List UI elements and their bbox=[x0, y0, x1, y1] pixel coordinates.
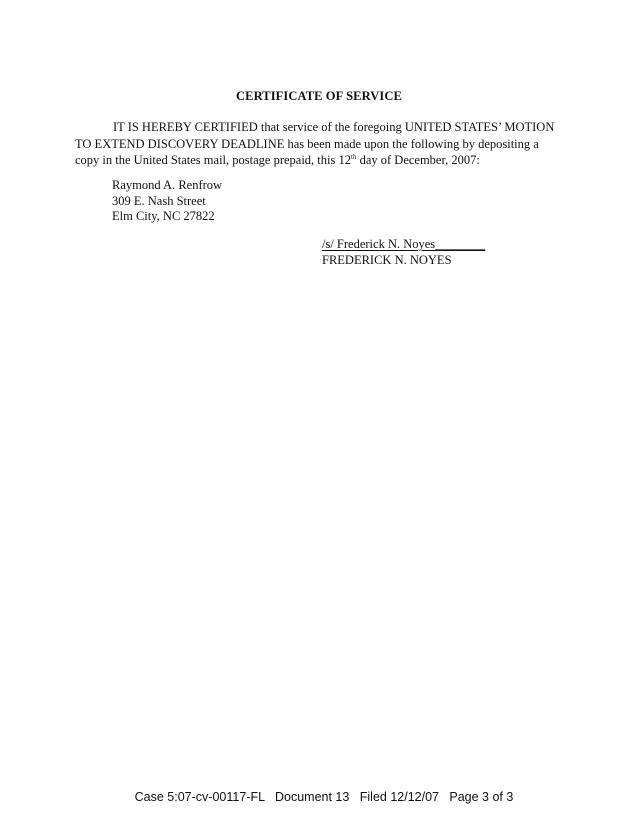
document-title: CERTIFICATE OF SERVICE bbox=[236, 89, 402, 103]
paragraph-line-1: IT IS HEREBY CERTIFIED that service of the foregoing UNITED STATES’ MOTION bbox=[113, 120, 555, 134]
recipient-name: Raymond A. Renfrow bbox=[112, 178, 223, 192]
paragraph-line-3-end: day of December, 2007: bbox=[356, 153, 480, 167]
electronic-signature: /s/ Frederick N. Noyes________ bbox=[322, 237, 486, 251]
certification-paragraph bbox=[75, 119, 567, 169]
paragraph-line-2: TO EXTEND DISCOVERY DEADLINE has been made upon the following by depositing a bbox=[75, 136, 539, 151]
paragraph-line-3-text: copy in the United States mail, postage prepaid, this 12 bbox=[75, 153, 351, 167]
paragraph-line-3 bbox=[75, 152, 567, 169]
recipient-address bbox=[112, 178, 222, 225]
signer-name: FREDERICK N. NOYES bbox=[322, 252, 452, 267]
case-footer: Case 5:07-cv-00117-FL Document 13 Filed 12/12/07 Page 3 of 3 bbox=[134, 790, 514, 804]
recipient-city: Elm City, NC 27822 bbox=[112, 209, 215, 223]
ordinal-suffix: th bbox=[351, 152, 357, 161]
recipient-street: 309 E. Nash Street bbox=[112, 193, 206, 208]
signature-block bbox=[322, 237, 485, 268]
